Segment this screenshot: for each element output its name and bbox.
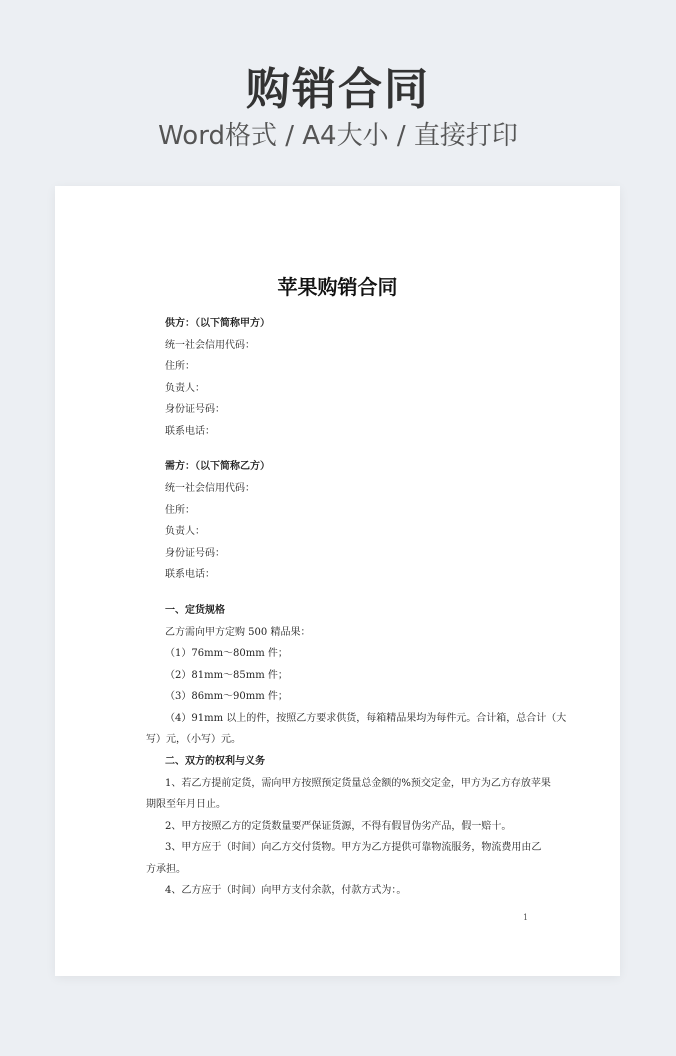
section2-clause-3-line1: 3、甲方应于（时间）向乙方交付货物。甲方为乙方提供可靠物流服务，物流费用由乙 (165, 842, 542, 853)
buyer-credit-code-field: 统一社会信用代码： (165, 483, 255, 494)
section1-heading: 一、定货规格 (165, 605, 225, 616)
document-page (55, 186, 620, 976)
buyer-id-number-field: 身份证号码： (165, 548, 225, 559)
section1-item-2: （2）81mm～85mm 件； (165, 670, 288, 681)
seller-phone-field: 联系电话： (165, 426, 215, 437)
page-number: 1 (523, 913, 529, 922)
document-title: 苹果购销合同 (277, 275, 398, 299)
seller-heading: 供方：（以下简称甲方） (165, 318, 270, 329)
section2-clause-1-line1: 1、若乙方提前定货，需向甲方按照预定货量总金额的%预交定金，甲方为乙方存放苹果 (165, 778, 551, 789)
seller-credit-code-field: 统一社会信用代码： (165, 340, 255, 351)
banner-title: 购销合同 (246, 64, 430, 115)
section2-clause-1-line2: 期限至年月日止。 (146, 799, 226, 810)
buyer-address-field: 住所： (165, 505, 195, 516)
section2-clause-3-line2: 方承担。 (146, 864, 186, 875)
buyer-principal-field: 负责人： (165, 526, 205, 537)
section1-item-1: （1）76mm～80mm 件； (165, 648, 288, 659)
section2-clause-2: 2、甲方按照乙方的定货数量要严保证货源，不得有假冒伪劣产品，假一赔十。 (165, 821, 512, 832)
buyer-heading: 需方：（以下简称乙方） (165, 461, 270, 472)
section2-heading: 二、双方的权利与义务 (165, 756, 265, 767)
seller-id-number-field: 身份证号码： (165, 404, 225, 415)
section1-intro: 乙方需向甲方定购 500 精品果： (165, 627, 311, 638)
buyer-phone-field: 联系电话： (165, 569, 215, 580)
section1-item-3: （3）86mm～90mm 件； (165, 691, 288, 702)
section1-item-4-line2: 写）元，（小写）元。 (146, 734, 241, 745)
section2-clause-4: 4、乙方应于（时间）向甲方支付余款，付款方式为：。 (165, 885, 407, 896)
section1-item-4-line1: （4）91mm 以上的件，按照乙方要求供货，每箱精品果均为每件元。合计箱，总合计（大 (165, 713, 567, 724)
banner-subtitle: Word格式 / A4大小 / 直接打印 (158, 121, 518, 151)
seller-address-field: 住所： (165, 361, 195, 372)
seller-principal-field: 负责人： (165, 383, 205, 394)
